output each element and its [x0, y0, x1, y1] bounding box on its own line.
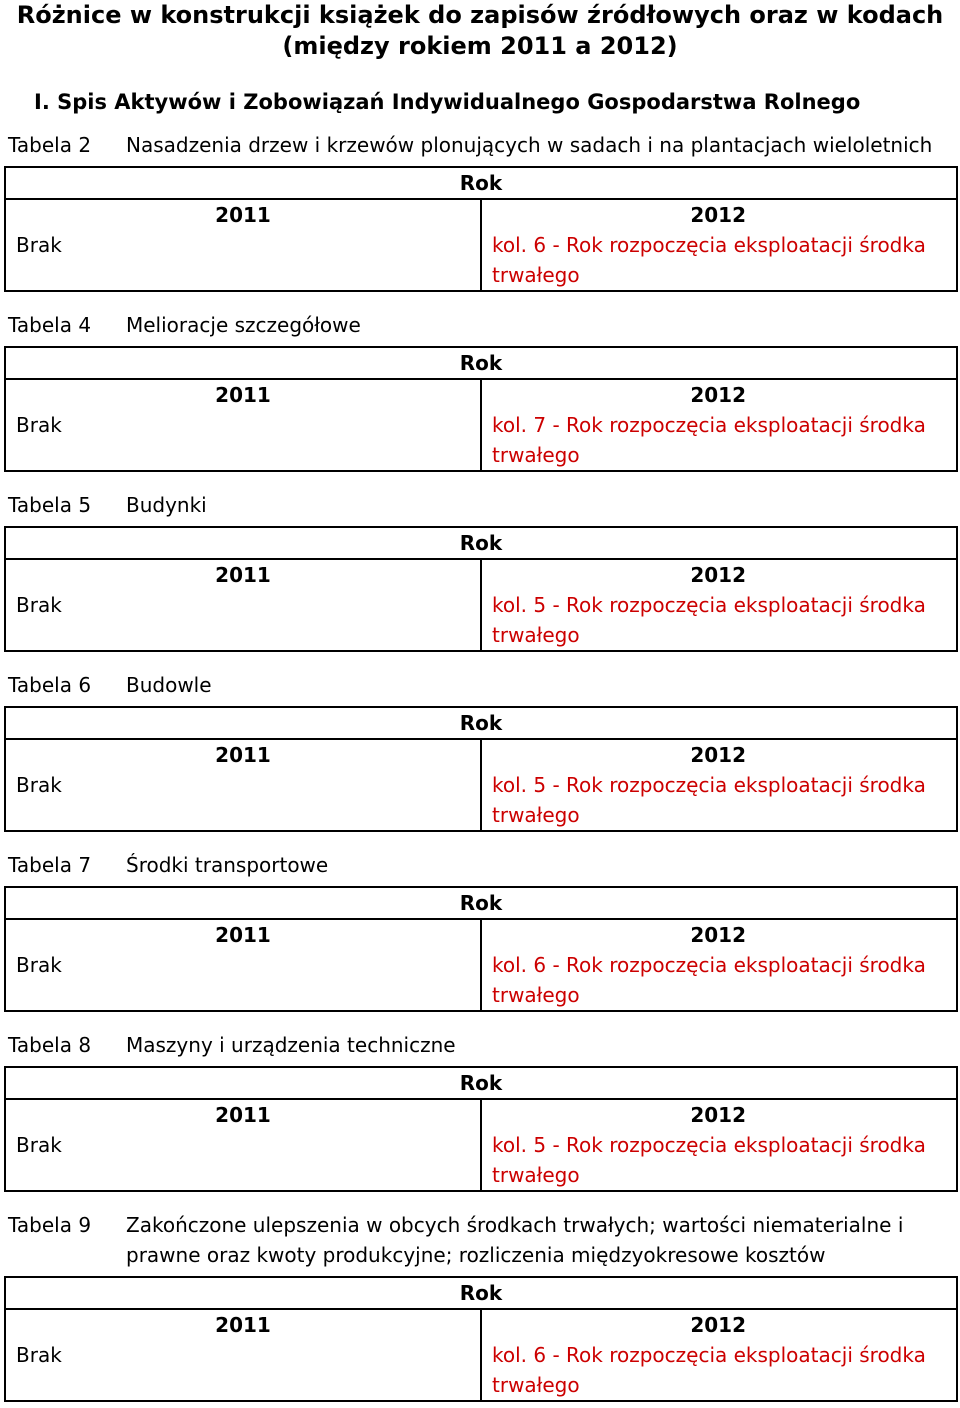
- column-2011: [5, 559, 481, 651]
- year-2012-header: 2012: [690, 743, 746, 767]
- rok-header: Rok: [5, 347, 957, 379]
- year-2012-header: 2012: [690, 1313, 746, 1337]
- column-2011: [5, 1309, 481, 1401]
- column-2012: [481, 1309, 957, 1401]
- table-caption: [4, 130, 958, 160]
- column-2011: [5, 739, 481, 831]
- comparison-table: [4, 1066, 958, 1192]
- table-block: [4, 310, 958, 472]
- table-label: Tabela 9: [8, 1213, 92, 1237]
- year-2012-header: 2012: [690, 383, 746, 407]
- table-description: Zakończone ulepszenia w obcych środkach trwałych; wartości niematerialne i prawne oraz kwoty produkcyjne; rozliczenia międzyokresowe kosztów: [126, 1213, 904, 1267]
- value-2012: kol. 5 - Rok rozpoczęcia eksploatacji środka trwałego: [492, 1133, 926, 1187]
- value-2011: Brak: [16, 413, 62, 437]
- column-2011: [5, 379, 481, 471]
- comparison-table: [4, 526, 958, 652]
- value-2011: Brak: [16, 773, 62, 797]
- table-description: Środki transportowe: [126, 853, 329, 877]
- table-description: Budowle: [126, 673, 212, 697]
- comparison-table: [4, 706, 958, 832]
- table-block: [4, 1030, 958, 1192]
- value-2011: Brak: [16, 1133, 62, 1157]
- comparison-table: [4, 886, 958, 1012]
- year-2012-header: 2012: [690, 1103, 746, 1127]
- rok-header: Rok: [5, 1067, 957, 1099]
- value-2012: kol. 5 - Rok rozpoczęcia eksploatacji środka trwałego: [492, 773, 926, 827]
- table-label: Tabela 8: [8, 1033, 92, 1057]
- table-label: Tabela 7: [8, 853, 92, 877]
- table-block: [4, 850, 958, 1012]
- table-description: Budynki: [126, 493, 207, 517]
- table-description: Maszyny i urządzenia techniczne: [126, 1033, 456, 1057]
- year-2011-header: 2011: [215, 1313, 271, 1337]
- column-2011: [5, 919, 481, 1011]
- year-2011-header: 2011: [215, 563, 271, 587]
- table-block: [4, 1210, 958, 1402]
- rok-header: Rok: [5, 707, 957, 739]
- column-2012: [481, 919, 957, 1011]
- table-label: Tabela 2: [8, 133, 92, 157]
- value-2011: Brak: [16, 1343, 62, 1367]
- table-caption: [4, 1210, 958, 1270]
- document-title-line2: (między rokiem 2011 a 2012): [282, 32, 678, 60]
- value-2012: kol. 5 - Rok rozpoczęcia eksploatacji środka trwałego: [492, 593, 926, 647]
- table-caption: [4, 670, 958, 700]
- column-2011: [5, 1099, 481, 1191]
- section-heading: I. Spis Aktywów i Zobowiązań Indywidualnego Gospodarstwa Rolnego: [34, 90, 861, 114]
- rok-header: Rok: [5, 887, 957, 919]
- column-2011: [5, 199, 481, 291]
- column-2012: [481, 559, 957, 651]
- table-label: Tabela 5: [8, 493, 92, 517]
- column-2012: [481, 199, 957, 291]
- table-block: [4, 490, 958, 652]
- table-description: Melioracje szczegółowe: [126, 313, 361, 337]
- document-title-line1: Różnice w konstrukcji książek do zapisów źródłowych oraz w kodach: [16, 1, 944, 29]
- comparison-table: [4, 166, 958, 292]
- value-2012: kol. 6 - Rok rozpoczęcia eksploatacji środka trwałego: [492, 1343, 926, 1397]
- year-2011-header: 2011: [215, 1103, 271, 1127]
- rok-header: Rok: [5, 1277, 957, 1309]
- table-caption: [4, 490, 958, 520]
- year-2011-header: 2011: [215, 383, 271, 407]
- year-2012-header: 2012: [690, 923, 746, 947]
- column-2012: [481, 379, 957, 471]
- column-2012: [481, 1099, 957, 1191]
- value-2011: Brak: [16, 233, 62, 257]
- comparison-table: [4, 346, 958, 472]
- value-2011: Brak: [16, 593, 62, 617]
- year-2012-header: 2012: [690, 203, 746, 227]
- rok-header: Rok: [5, 527, 957, 559]
- year-2011-header: 2011: [215, 203, 271, 227]
- year-2011-header: 2011: [215, 743, 271, 767]
- rok-header: Rok: [5, 167, 957, 199]
- comparison-table: [4, 1276, 958, 1402]
- value-2012: kol. 6 - Rok rozpoczęcia eksploatacji środka trwałego: [492, 233, 926, 287]
- value-2012: kol. 6 - Rok rozpoczęcia eksploatacji środka trwałego: [492, 953, 926, 1007]
- value-2011: Brak: [16, 953, 62, 977]
- table-caption: [4, 1030, 958, 1060]
- column-2012: [481, 739, 957, 831]
- table-caption: [4, 310, 958, 340]
- year-2011-header: 2011: [215, 923, 271, 947]
- table-label: Tabela 4: [8, 313, 92, 337]
- table-description: Nasadzenia drzew i krzewów plonujących w sadach i na plantacjach wieloletnich: [126, 133, 933, 157]
- table-label: Tabela 6: [8, 673, 92, 697]
- table-caption: [4, 850, 958, 880]
- table-block: [4, 670, 958, 832]
- document-title: [0, 0, 960, 62]
- year-2012-header: 2012: [690, 563, 746, 587]
- table-block: [4, 130, 958, 292]
- value-2012: kol. 7 - Rok rozpoczęcia eksploatacji środka trwałego: [492, 413, 926, 467]
